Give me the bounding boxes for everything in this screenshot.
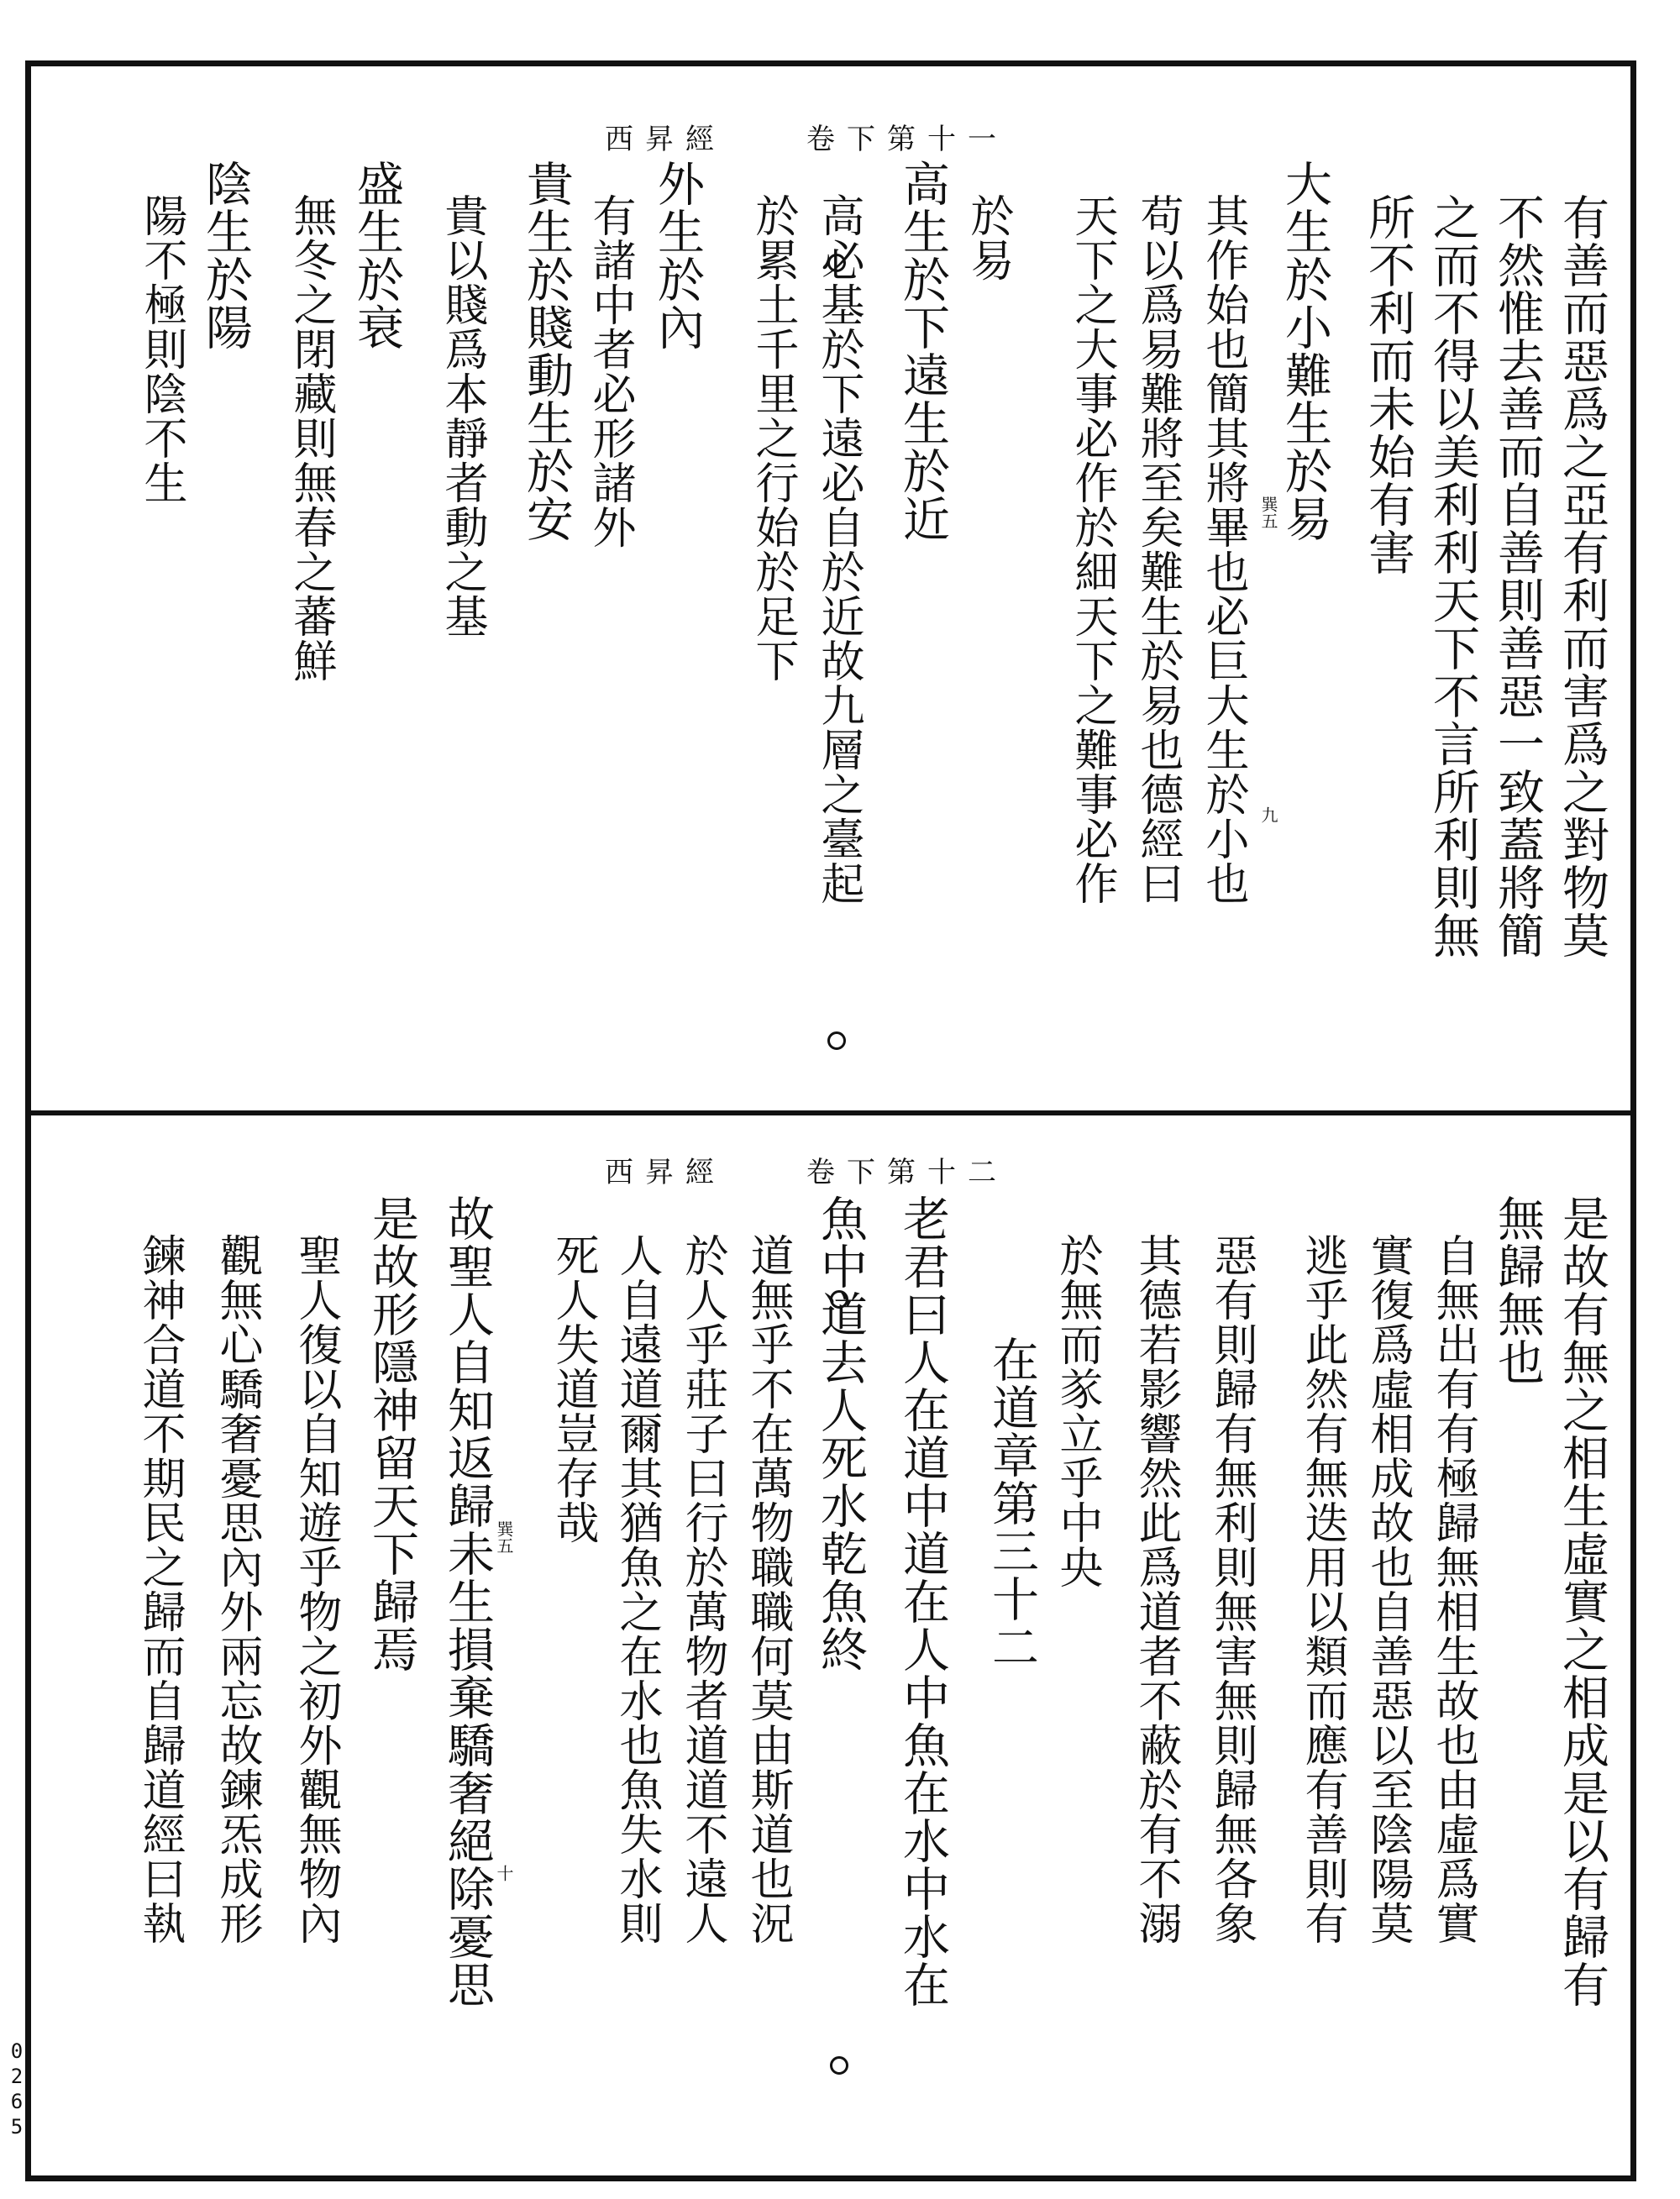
commentary-column: 聖人復以自知遊乎物之初外觀無物內 [291,1233,341,1945]
text-column: 老君曰人在道中道在人中魚在水中水在 [895,1194,950,2008]
commentary-column: 實復爲虛相成故也自善惡以至陰陽莫 [1362,1233,1413,1945]
commentary-column: 無冬之閉藏則無春之蕃鮮 [286,193,336,683]
commentary-column: 於累土千里之行始於足下 [748,193,798,683]
commentary-column: 逃乎此然有無迭用以類而應有善則有 [1297,1233,1347,1945]
bottom-running-header: 西昇經 卷下第十二 [605,1156,1008,1189]
top-running-header: 西昇經 卷下第十一 [605,123,1008,156]
commentary-column: 惡有則歸有無利則無害無則歸無各象 [1206,1233,1257,1945]
commentary-column: 有諸中者必形諸外 [585,193,635,549]
text-column: 貴生於賤動生於安 [519,160,574,543]
page-divider [25,1110,1636,1115]
text-column: 無歸無也 [1490,1194,1545,1386]
text-column: 是故有無之相生虛實之相成是以有歸有 [1555,1194,1609,2008]
small-annotation: 巽五 [494,1520,514,1554]
text-column: 陰生於陽 [198,160,253,351]
text-column: 有善而惡爲之亞有利而害爲之對物莫 [1555,193,1609,959]
chapter-title: 在道章第三十二 [984,1336,1039,1671]
commentary-column: 於無而㒸立乎中央 [1052,1233,1102,1589]
text-column: 大生於小難生於易 [1278,160,1332,543]
page-number: 0265 [5,2039,29,2140]
commentary-column: 鍊神合道不期民之歸而自歸道經曰執 [134,1233,185,1945]
text-column: 盛生於衰 [349,160,404,351]
commentary-column: 高必基於下遠必自於近故九層之臺起 [813,193,864,905]
text-column: 不然惟去善而自善則善惡一致蓋將簡 [1490,193,1545,959]
text-column: 高生於下遠生於近 [895,160,950,543]
commentary-column: 於易 [963,193,1013,282]
commentary-column: 苟以爲易難將至矣難生於易也德經曰 [1132,193,1183,905]
text-column: 外生於內 [650,160,705,351]
commentary-column: 人自遠道爾其猶魚之在水也魚失水則 [612,1233,662,1945]
text-column: 是故形隱神留天下歸焉 [365,1194,419,1673]
text-column: 所不利而未始有害 [1361,193,1415,576]
commentary-column: 其德若影響然此爲道者不蔽於有不溺 [1131,1233,1181,1945]
commentary-column: 自無出有有極歸無相生故也由虛爲實 [1428,1233,1478,1945]
text-column: 魚中道去人死水乾魚終 [813,1194,868,1673]
punctuation-circle-mark [827,254,846,272]
small-annotation: 九 [1258,806,1278,823]
punctuation-circle-mark [827,1031,846,1050]
punctuation-circle-mark [830,2056,848,2075]
small-annotation: 十 [494,1865,514,1881]
commentary-column: 其作始也簡其將畢也必巨大生於小也 [1198,193,1248,905]
top-page [50,76,1630,1100]
small-annotation: 巽五 [1258,496,1278,529]
commentary-column: 道無乎不在萬物職職何莫由斯道也況 [743,1233,793,1945]
commentary-column: 陽不極則陰不生 [136,193,186,505]
commentary-column: 於人乎莊子曰行於萬物者道道不遠人 [677,1233,727,1945]
commentary-column: 貴以賤爲本靜者動之基 [437,193,487,638]
text-column: 之而不得以美利利天下不言所利則無 [1425,193,1480,959]
punctuation-circle-mark [830,1290,848,1309]
commentary-column: 死人失道豈存哉 [548,1233,598,1545]
bottom-page [50,1126,1630,2167]
commentary-column: 天下之大事必作於細天下之難事必作 [1067,193,1117,905]
text-column: 故聖人自知返歸未生損棄驕奢絕除憂思 [440,1194,495,2008]
commentary-column: 觀無心驕奢憂思內外兩忘故鍊炁成形 [212,1233,262,1945]
